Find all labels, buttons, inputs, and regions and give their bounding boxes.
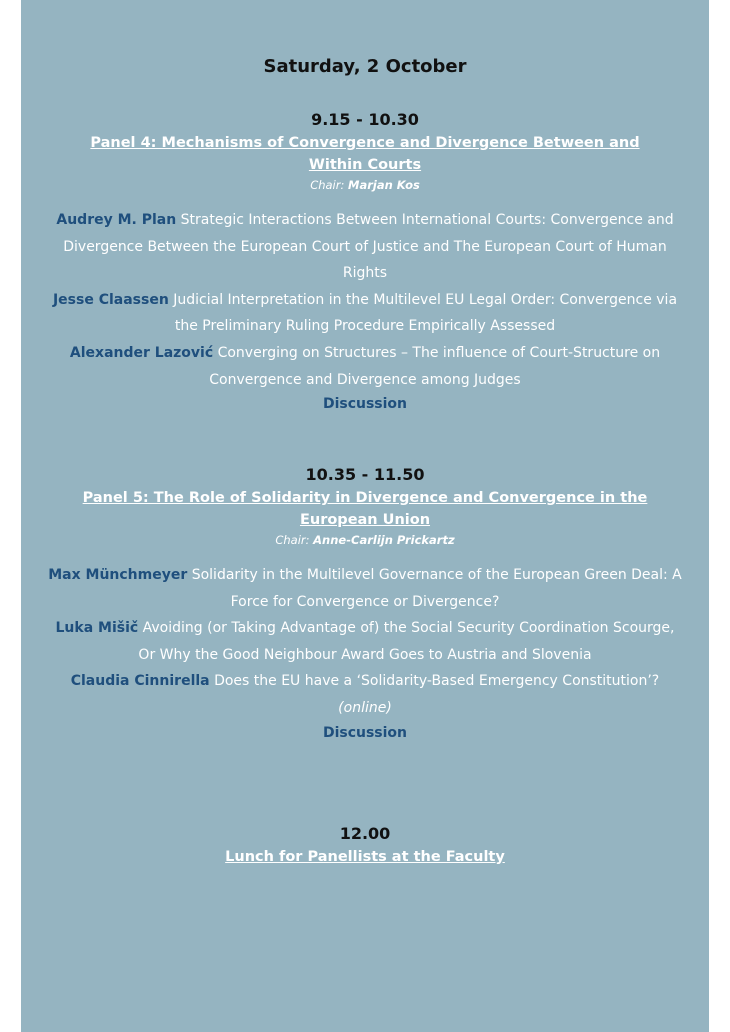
- talk-list: [45, 562, 685, 722]
- session-chair: [21, 531, 709, 549]
- session-time: 12.00: [339, 824, 391, 843]
- talk-title: Converging on Structures – The influence of Court-Structure on Convergence and Divergence among Judges: [209, 344, 661, 388]
- talk-list: [45, 207, 685, 393]
- talk-item: [45, 615, 685, 668]
- speaker-name: Jesse Claassen: [52, 291, 169, 308]
- talk-item: [45, 287, 685, 340]
- speaker-name: Claudia Cinnirella: [70, 673, 210, 690]
- talk-item: [45, 562, 685, 615]
- discussion-label: Discussion: [322, 396, 408, 413]
- talk-title: Does the EU have a ‘Solidarity-Based Emergency Constitution’?: [214, 673, 660, 690]
- chair-name: Marjan Kos: [348, 178, 420, 192]
- session-title: Panel 4: Mechanisms of Convergence and Divergence Between and Within Courts: [90, 135, 640, 173]
- discussion-label: Discussion: [322, 724, 408, 741]
- online-note: (online): [338, 699, 392, 716]
- talk-item: [45, 340, 685, 393]
- session-time: 9.15 - 10.30: [311, 110, 419, 129]
- talk-title: Solidarity in the Multilevel Governance of the European Green Deal: A Force for Convergence or Divergence?: [191, 567, 682, 610]
- speaker-name: Max Münchmeyer: [48, 567, 188, 583]
- talk-title: Strategic Interactions Between International Courts: Convergence and Divergence Between the European Court of Justice and The European Court of Human Rights: [63, 212, 674, 282]
- chair-label: Chair:: [275, 533, 310, 547]
- speaker-name: Luka Mišič: [55, 620, 139, 637]
- talk-item: [45, 207, 685, 287]
- session-lunch: [21, 824, 709, 868]
- session-time: 10.35 - 11.50: [305, 465, 425, 484]
- programme-page: [21, 0, 709, 1032]
- speaker-name: Alexander Lazović: [69, 344, 214, 361]
- session-chair: [21, 176, 709, 194]
- talk-title: Avoiding (or Taking Advantage of) the Social Security Coordination Scourge, Or Why the Good Neighbour Award Goes to Austria and Slovenia: [138, 620, 675, 663]
- speaker-name: Audrey M. Plan: [56, 212, 177, 228]
- talk-title: Judicial Interpretation in the Multilevel EU Legal Order: Convergence via the Preliminary Ruling Procedure Empirically Assessed: [173, 291, 678, 335]
- day-heading: Saturday, 2 October: [263, 56, 467, 77]
- chair-name: Anne-Carlijn Prickartz: [313, 533, 455, 547]
- session-panel-4: [21, 110, 709, 415]
- session-title: Lunch for Panellists at the Faculty: [225, 849, 505, 865]
- session-title: Panel 5: The Role of Solidarity in Divergence and Convergence in the European Union: [82, 490, 648, 528]
- chair-label: Chair:: [310, 178, 345, 192]
- talk-item: [45, 668, 685, 721]
- session-panel-5: [21, 465, 709, 744]
